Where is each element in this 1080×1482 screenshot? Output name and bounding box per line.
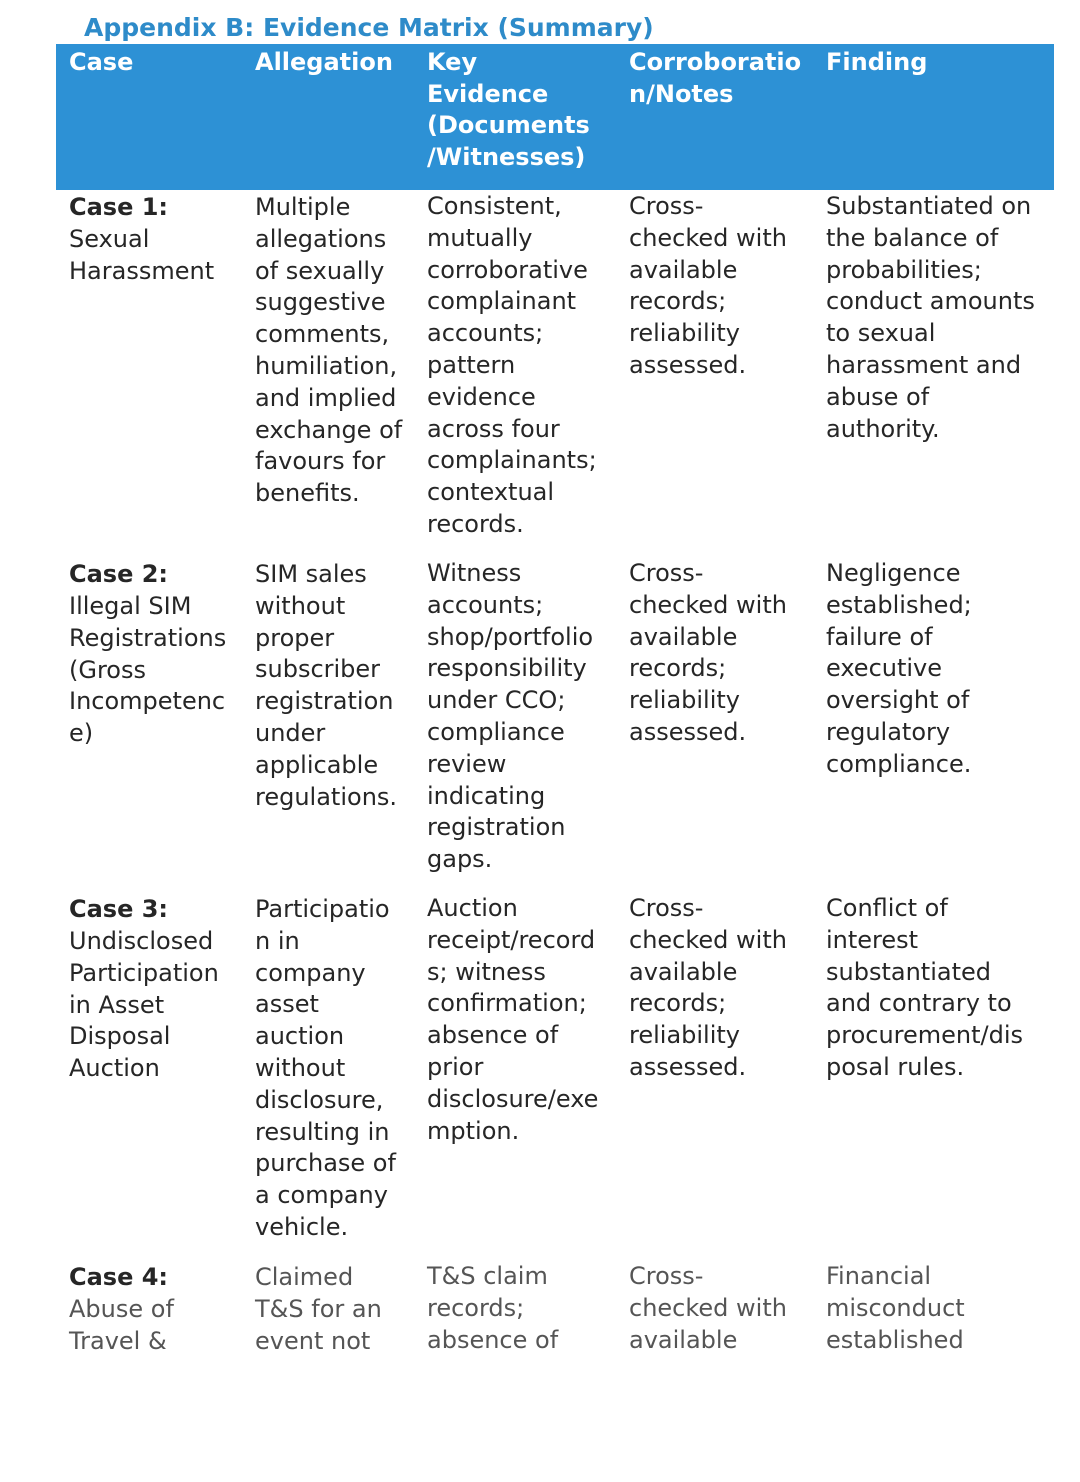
corroboration-cell: Cross- checked with available records; reliability assessed. <box>629 192 787 379</box>
allegation-cell: Multiple allegations of sexually suggestive comments, humiliation, and implied exchange of favours for benefits. <box>255 193 403 508</box>
evidence-cell: T&S claim records; absence of <box>427 1262 559 1354</box>
case-name: Illegal SIM Registrations (Gross Incompetenc e) <box>69 592 227 748</box>
evidence-cell: Witness accounts; shop/portfolio responsibility under CCO; compliance review indicating registration gaps. <box>427 559 594 874</box>
column-header-key-evidence: Key Evidence (Documents /Witnesses) <box>427 48 590 171</box>
allegation-cell: Claimed T&S for an event not <box>255 1263 382 1355</box>
column-header-case: Case <box>69 48 134 76</box>
finding-cell: Negligence established; failure of executive oversight of regulatory compliance. <box>826 559 972 778</box>
finding-cell: Conflict of interest substantiated and contrary to procurement/dis posal rules. <box>826 894 1024 1081</box>
case-title: Case 2: <box>69 560 169 588</box>
allegation-cell: Participatio n in company asset auction without disclosure, resulting in purchase of a company vehicle. <box>255 895 396 1241</box>
corroboration-cell: Cross- checked with available records; reliability assessed. <box>629 559 787 746</box>
allegation-cell: SIM sales without proper subscriber registration under applicable regulations. <box>255 560 398 811</box>
case-title: Case 1: <box>69 193 169 221</box>
corroboration-cell: Cross- checked with available records; reliability assessed. <box>629 894 787 1081</box>
appendix-heading: Appendix B: Evidence Matrix (Summary) <box>84 13 654 42</box>
column-header-corroboration: Corroboratio n/Notes <box>629 48 802 108</box>
finding-cell: Substantiated on the balance of probabilities; conduct amounts to sexual harassment and abuse of authority. <box>826 192 1035 443</box>
evidence-cell: Consistent, mutually corroborative complainant accounts; pattern evidence across four complainants; contextual records. <box>427 192 597 538</box>
column-header-finding: Finding <box>826 48 928 76</box>
case-name: Abuse of Travel & <box>69 1295 174 1355</box>
case-name: Sexual Harassment <box>69 225 215 285</box>
case-title: Case 3: <box>69 895 169 923</box>
case-name: Undisclosed Participation in Asset Disposal Auction <box>69 927 219 1083</box>
evidence-cell: Auction receipt/record s; witness confirmation; absence of prior disclosure/exe mption. <box>427 894 599 1145</box>
column-header-allegation: Allegation <box>255 48 393 76</box>
case-title: Case 4: <box>69 1263 169 1291</box>
finding-cell: Financial misconduct established <box>826 1262 965 1354</box>
corroboration-cell: Cross- checked with available <box>629 1262 787 1354</box>
